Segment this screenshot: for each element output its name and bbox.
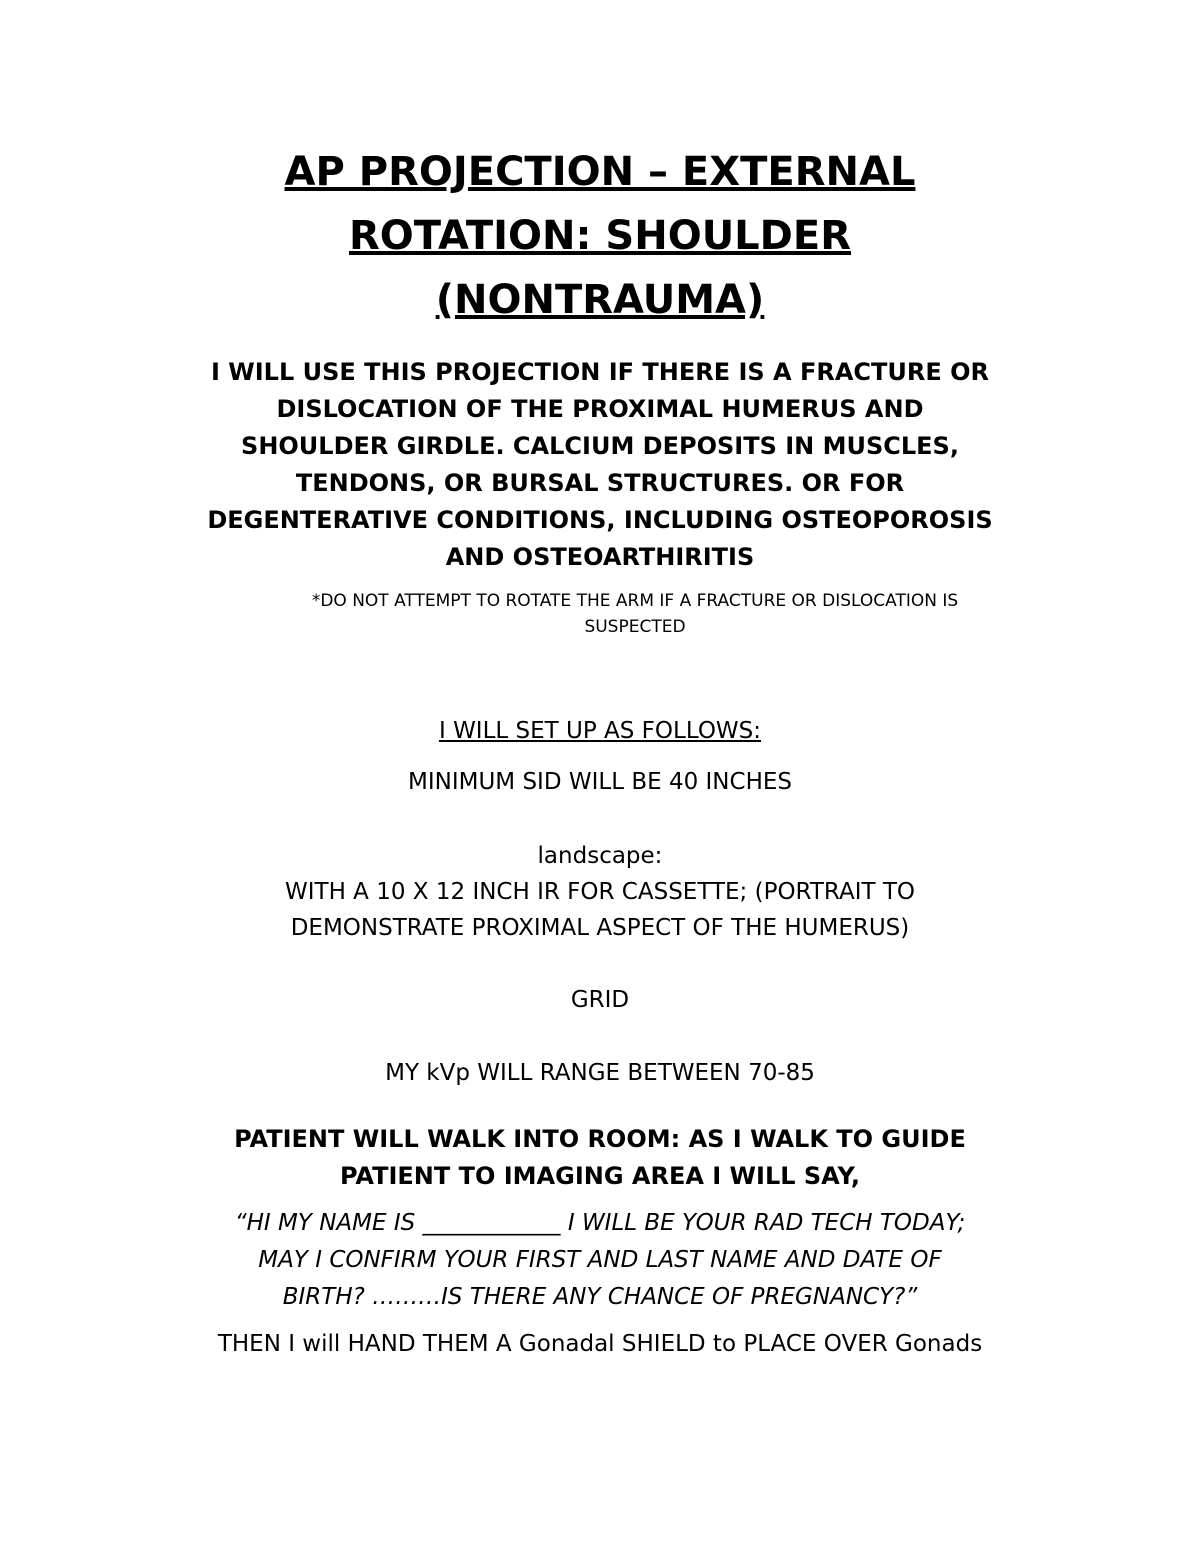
patient-line: PATIENT TO IMAGING AREA I WILL SAY, [340, 1162, 860, 1190]
sid-line: MINIMUM SID WILL BE 40 INCHES [408, 769, 792, 795]
intro-line: TENDONS, OR BURSAL STRUCTURES. OR FOR [295, 469, 905, 497]
warning-line: *DO NOT ATTEMPT TO ROTATE THE ARM IF A FRACTURE OR DISLOCATION IS [311, 591, 959, 611]
intro-line: I WILL USE THIS PROJECTION IF THERE IS A FRACTURE OR [210, 358, 990, 386]
title-line: (NONTRAUMA) [435, 277, 765, 323]
quote-line: “HI MY NAME IS ____________ I WILL BE YOUR RAD TECH TODAY; [234, 1210, 966, 1236]
warning-note [210, 588, 1060, 640]
quote-line: MAY I CONFIRM YOUR FIRST AND LAST NAME AND DATE OF [258, 1247, 942, 1273]
intro-line: DISLOCATION OF THE PROXIMAL HUMERUS AND [276, 395, 924, 423]
intro-line: SHOULDER GIRDLE. CALCIUM DEPOSITS IN MUSCLES, [241, 432, 959, 460]
intro-line: DEGENTERATIVE CONDITIONS, INCLUDING OSTEOPOROSIS [207, 506, 993, 534]
patient-line: PATIENT WILL WALK INTO ROOM: AS I WALK TO GUIDE [234, 1125, 966, 1153]
landscape-label: landscape: [537, 843, 663, 869]
kvp-line: MY kVp WILL RANGE BETWEEN 70-85 [385, 1060, 815, 1086]
intro-paragraph [140, 354, 1060, 576]
title-line: AP PROJECTION – EXTERNAL [284, 149, 916, 195]
quote-line: BIRTH? ………IS THERE ANY CHANCE OF PREGNANCY?” [282, 1284, 918, 1310]
cassette-line: DEMONSTRATE PROXIMAL ASPECT OF THE HUMERUS) [290, 915, 910, 941]
title-line: ROTATION: SHOULDER [349, 213, 851, 259]
setup-heading: I WILL SET UP AS FOLLOWS: [438, 718, 762, 744]
intro-line: AND OSTEOARTHIRITIS [445, 543, 755, 571]
shield-instruction: THEN I will HAND THEM A Gonadal SHIELD to PLACE OVER Gonads [217, 1331, 983, 1357]
document-page [140, 140, 1060, 1362]
document-title [140, 140, 1060, 332]
patient-instruction [140, 1121, 1060, 1195]
cassette-line: WITH A 10 X 12 INCH IR FOR CASSETTE; (PORTRAIT TO [285, 879, 915, 905]
greeting-quote [140, 1205, 1060, 1316]
grid-line: GRID [570, 987, 630, 1013]
warning-line: SUSPECTED [584, 617, 686, 637]
